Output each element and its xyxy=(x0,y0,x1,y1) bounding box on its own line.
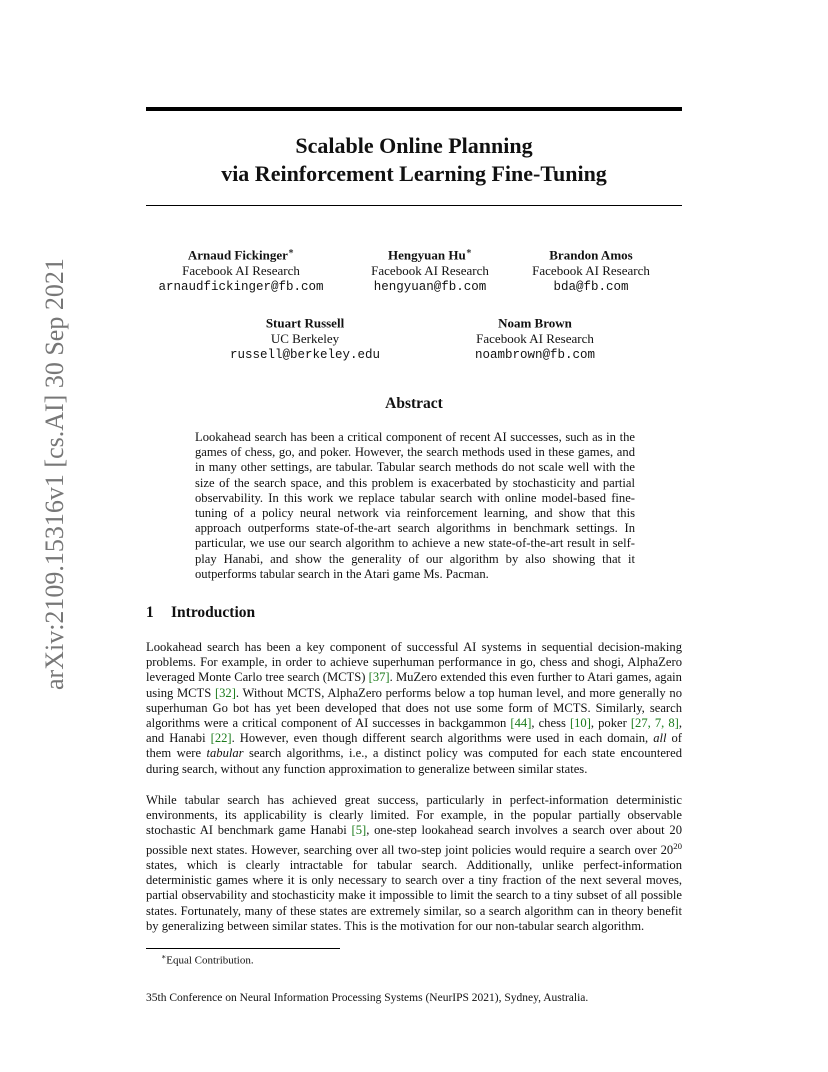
author-block xyxy=(440,311,630,363)
section-number: 1 xyxy=(146,604,154,621)
author-block xyxy=(210,311,400,363)
author-block xyxy=(146,243,336,295)
author-mark: ∗ xyxy=(465,246,472,256)
author-email: bda@fb.com xyxy=(553,280,629,295)
citation-link[interactable]: [27, 7, 8] xyxy=(630,716,679,731)
author-email: russell@berkeley.edu xyxy=(229,348,381,363)
text-run: Lookahead search has been a key component of successful AI systems in sequential decision-making problems. For example, in order to achieve superhuman performance in go, chess and shogi, AlphaZero leveraged Monte Carlo tree search (MCTS) xyxy=(146,640,682,685)
title-line-2: via Reinforcement Learning Fine-Tuning xyxy=(221,161,607,186)
text-run: , one-step lookahead search involves a search over about 20 possible next states. However, searching over all two-step joint policies would require a search over xyxy=(146,823,682,857)
arxiv-identifier: arXiv:2109.15316v1 [cs.AI] 30 Sep 2021 xyxy=(40,258,69,690)
author-affiliation: Facebook AI Research xyxy=(182,263,300,279)
title-bottom-rule xyxy=(146,205,682,206)
author-affiliation: UC Berkeley xyxy=(270,331,340,347)
emphasis-text: tabular xyxy=(206,746,244,761)
citation-link[interactable]: [22] xyxy=(210,731,232,746)
footnote-mark: ∗ xyxy=(161,952,167,961)
author-mark: ∗ xyxy=(287,246,295,256)
author-email: noambrown@fb.com xyxy=(474,348,596,363)
text-run: of them were xyxy=(146,731,683,761)
conference-footer: 35th Conference on Neural Information Processing Systems (NeurIPS 2021), Sydney, Australia. xyxy=(146,992,589,1004)
abstract-heading: Abstract xyxy=(385,395,443,412)
text-run: . Without MCTS, AlphaZero performs below a top human level, and more generally no superhuman Go bot has yet been developed that does not use some form of MCTS. Similarly, search algorithms were a critical component of AI successes in backgammon xyxy=(146,685,682,731)
footnote-rule xyxy=(146,948,340,949)
citation-link[interactable]: [5] xyxy=(351,823,367,838)
author-name: Brandon Amos xyxy=(549,247,633,263)
math-base: 20 xyxy=(660,842,674,857)
title-top-rule xyxy=(146,107,682,111)
author-affiliation: Facebook AI Research xyxy=(532,263,650,279)
section-title: Introduction xyxy=(171,604,256,621)
author-name: Stuart Russell xyxy=(265,315,345,331)
paper-title xyxy=(146,132,682,188)
author-email: hengyuan@fb.com xyxy=(373,280,487,295)
citation-link[interactable]: [37] xyxy=(368,670,390,685)
author-email: arnaudfickinger@fb.com xyxy=(158,280,324,295)
author-block xyxy=(515,243,667,295)
text-run: , chess xyxy=(531,716,570,731)
text-run: While tabular search has achieved great success, particularly in perfect-information deterministic environments, its applicability is clearly limited. For example, in the popular partially observable stochastic AI benchmark game Hanabi xyxy=(146,793,682,838)
text-run: , poker xyxy=(590,716,631,731)
title-line-1: Scalable Online Planning xyxy=(295,133,533,158)
author-name: Hengyuan Hu xyxy=(388,247,466,263)
footnote xyxy=(161,952,254,967)
author-affiliation: Facebook AI Research xyxy=(476,331,594,347)
text-run: . However, even though different search algorithms were used in each domain, xyxy=(231,731,654,746)
footnote-text: Equal Contribution. xyxy=(166,954,254,967)
intro-paragraph-2 xyxy=(146,793,682,934)
emphasis-text: all xyxy=(653,731,667,746)
author-name: Noam Brown xyxy=(498,315,572,331)
citation-link[interactable]: [10] xyxy=(569,716,591,731)
author-name: Arnaud Fickinger xyxy=(187,247,288,263)
author-affiliation: Facebook AI Research xyxy=(371,263,489,279)
text-run: . MuZero extended this even further to Atari games, again using MCTS xyxy=(146,670,682,700)
abstract-body: Lookahead search has been a critical component of recent AI successes, such as in the games of chess, go, and poker. However, the search methods used in these games, and in many other settings, are tabular. Tabular search methods do not scale well with the size of the search space, and this problem is exacerbated by stochasticity and partial observability. In this work we replace tabular search with online model-based fine-tuning of a policy neural network via reinforcement learning, and show that this approach outperforms state-of-the-art search algorithms in benchmark settings. In particular, we use our search algorithm to achieve a new state-of-the-art result in self-play Hanabi, and show the generality of our algorithm by also showing that it outperforms tabular search in the Atari game Ms. Pacman. xyxy=(195,430,635,581)
text-run: search algorithms, i.e., a distinct policy was computed for each state encountered during search, without any function approximation to generalize between similar states. xyxy=(146,746,682,776)
section-heading xyxy=(146,604,255,622)
intro-paragraph-1 xyxy=(146,640,682,777)
text-run: , and Hanabi xyxy=(146,716,683,746)
text-run: states, which is clearly intractable for tabular search. Additionally, unlike perfect-information deterministic games where it is only necessary to search over a tiny fraction of the next several moves, partial observability and stochasticity make it impossible to limit the search to a tiny subset of all possible states. Fortunately, many of these states are extremely similar, so a search algorithm can in theory benefit by generalizing between similar states. This is the motivation for our non-tabular search algorithm. xyxy=(146,858,682,933)
author-block xyxy=(345,243,515,295)
citation-link[interactable]: [32] xyxy=(214,685,236,700)
citation-link[interactable]: [44] xyxy=(510,716,532,731)
math-exponent: 20 xyxy=(673,840,682,851)
